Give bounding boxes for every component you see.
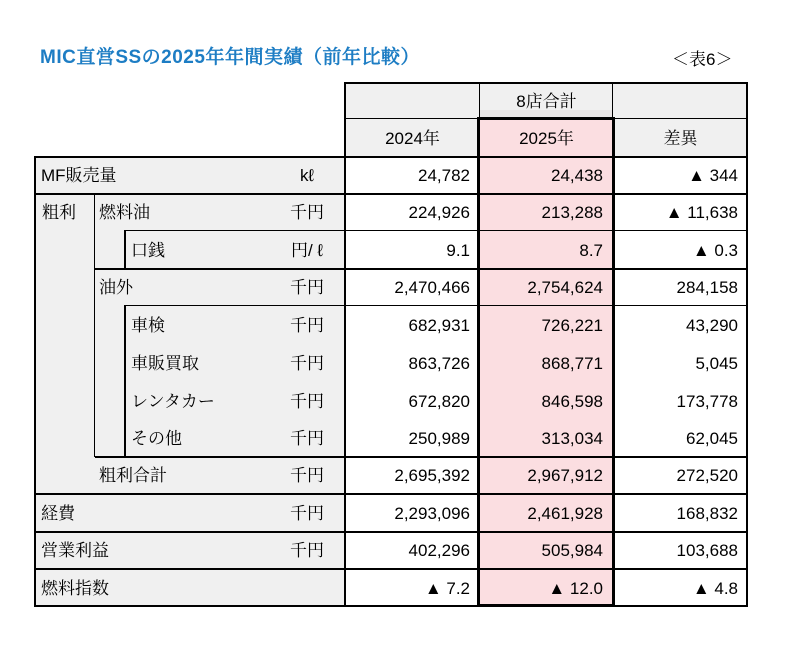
value-diff: 5,045: [695, 353, 738, 373]
row-unit: 千円: [290, 466, 324, 485]
value-2024: 672,820: [408, 391, 470, 411]
row-unit: 千円: [290, 315, 324, 335]
row-unit: [270, 569, 344, 607]
value-2024: 863,726: [408, 353, 470, 373]
row-label: 車検: [131, 315, 165, 335]
value-diff: 43,290: [686, 315, 738, 335]
value-2025: 505,984: [541, 541, 603, 560]
gross-profit-group-label: 粗利: [42, 203, 76, 222]
row-unit: 千円: [290, 429, 324, 448]
value-diff: ▲ 11,638: [665, 203, 738, 222]
value-2025: 726,221: [541, 315, 603, 335]
value-2024: 24,782: [418, 166, 470, 185]
value-2025: 868,771: [541, 353, 603, 373]
value-diff: 284,158: [676, 278, 738, 297]
row-label: 車販買取: [131, 353, 199, 373]
table-number-tag: ＜表6＞: [672, 50, 733, 69]
value-diff: 272,520: [676, 466, 738, 485]
value-diff: 168,832: [676, 503, 738, 523]
page-title: MIC直営SSの2025年年間実績（前年比較）: [40, 47, 420, 68]
value-diff: ▲ 344: [688, 166, 738, 185]
row-label: 経費: [41, 503, 75, 523]
value-2024: 2,695,392: [394, 466, 470, 485]
row-unit: kℓ: [300, 166, 314, 185]
row-unit: 円/ ℓ: [291, 240, 323, 260]
value-2025: 2,967,912: [527, 466, 603, 485]
row-label: 燃料指数: [41, 578, 109, 598]
value-2024: 9.1: [446, 240, 470, 260]
value-diff: 62,045: [686, 429, 738, 448]
value-diff: ▲ 4.8: [692, 578, 738, 598]
row-unit: 千円: [290, 541, 324, 560]
value-2024: 250,989: [408, 429, 470, 448]
value-2025: ▲ 12.0: [548, 578, 603, 598]
value-2025: 213,288: [541, 203, 603, 222]
value-2025: 8.7: [579, 240, 603, 260]
row-label: 口銭: [131, 240, 165, 260]
value-2024: 224,926: [408, 203, 470, 222]
row-label: その他: [131, 429, 182, 448]
row-unit: 千円: [290, 203, 324, 222]
value-2024: 682,931: [408, 315, 470, 335]
column-header-diff: 差異: [663, 128, 698, 148]
column-header-2025: 2025年: [519, 128, 574, 148]
row-label: 油外: [99, 278, 133, 297]
row-label: レンタカー: [131, 391, 215, 411]
value-diff: 103,688: [676, 541, 738, 560]
value-diff: 173,778: [676, 391, 738, 411]
row-label: 燃料油: [99, 203, 150, 222]
row-unit: 千円: [290, 391, 324, 411]
grid-line: [94, 193, 95, 457]
value-2025: 2,754,624: [527, 278, 603, 297]
group-header-cell: 8店合計: [516, 91, 577, 111]
grid-line: [746, 82, 748, 607]
row-unit: 千円: [290, 353, 324, 373]
value-2024: ▲ 7.2: [424, 578, 470, 598]
value-2025: 2,461,928: [527, 503, 603, 523]
row-label: 営業利益: [41, 541, 109, 560]
row-label: MF販売量: [41, 166, 117, 185]
value-2025: 846,598: [541, 391, 603, 411]
value-2024: 2,470,466: [394, 278, 470, 297]
value-2025: 24,438: [551, 166, 603, 185]
value-diff: ▲ 0.3: [692, 240, 738, 260]
row-unit: 千円: [290, 503, 324, 523]
column-header-2024: 2024年: [385, 128, 440, 148]
value-2024: 2,293,096: [394, 503, 470, 523]
value-2025: 313,034: [541, 429, 603, 448]
row-unit: 千円: [290, 278, 324, 297]
value-2024: 402,296: [408, 541, 470, 560]
row-label: 粗利合計: [99, 466, 167, 485]
